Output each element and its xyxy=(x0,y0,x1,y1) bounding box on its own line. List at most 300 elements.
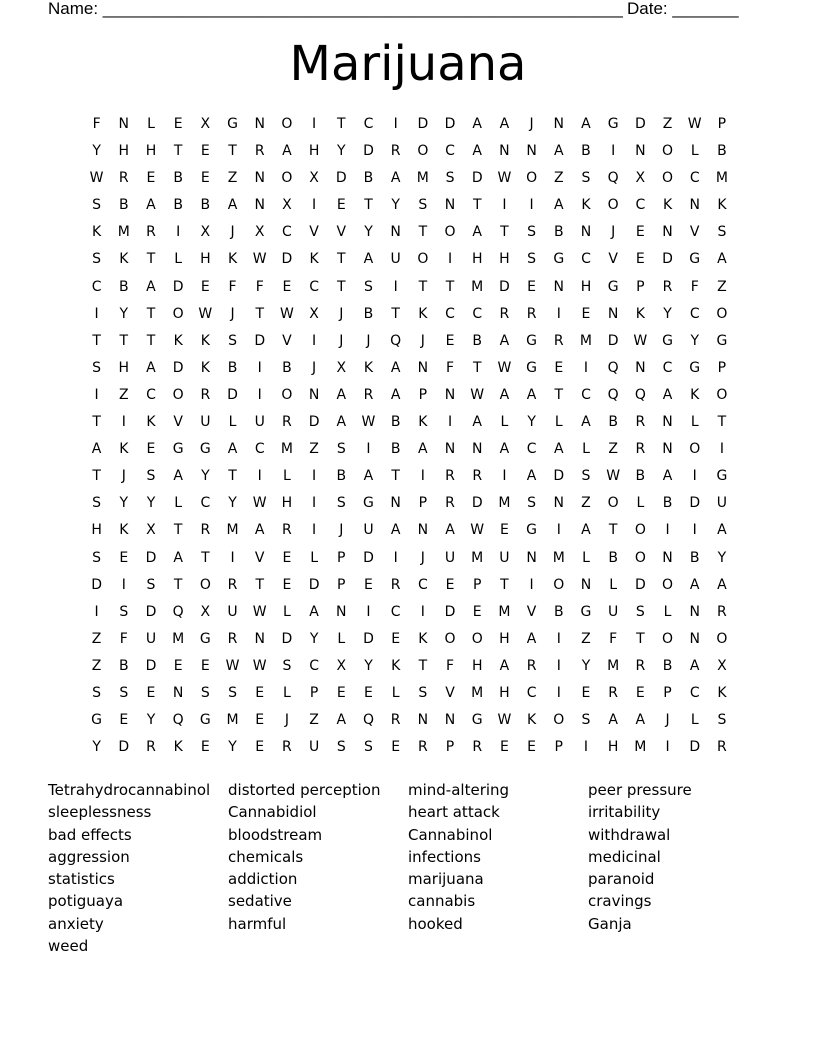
grid-letter: C xyxy=(91,278,102,295)
grid-letter: R xyxy=(635,657,646,674)
word-list-item: potiguaya xyxy=(48,892,124,911)
grid-letter: Z xyxy=(309,712,319,729)
grid-letter: A xyxy=(499,332,510,349)
grid-letter: A xyxy=(472,224,482,241)
grid-letter: M xyxy=(471,684,484,701)
grid-letter: N xyxy=(254,170,265,187)
grid-letter: B xyxy=(608,414,618,431)
grid-letter: O xyxy=(716,305,728,322)
grid-letter: D xyxy=(363,549,374,566)
grid-row xyxy=(83,385,736,412)
grid-letter: Y xyxy=(119,495,129,512)
grid-letter: O xyxy=(716,630,728,647)
grid-letter: K xyxy=(200,332,210,349)
grid-letter: P xyxy=(309,684,319,701)
grid-letter: L xyxy=(283,603,291,620)
grid-letter: M xyxy=(416,170,429,187)
grid-letter: T xyxy=(554,386,564,403)
grid-letter: R xyxy=(472,739,483,756)
grid-letter: S xyxy=(119,684,129,701)
grid-letter: W xyxy=(252,657,267,674)
word-list-item: hooked xyxy=(408,914,463,933)
grid-letter: V xyxy=(526,603,537,620)
grid-letter: H xyxy=(499,630,510,647)
grid-letter: E xyxy=(146,170,156,187)
grid-letter: K xyxy=(635,305,645,322)
grid-letter: K xyxy=(200,359,210,376)
grid-letter: G xyxy=(526,332,538,349)
grid-letter: I xyxy=(447,251,453,268)
grid-letter: A xyxy=(499,441,510,458)
grid-letter: S xyxy=(92,359,102,376)
grid-letter: C xyxy=(689,170,700,187)
grid-letter: A xyxy=(418,441,428,458)
grid-letter: E xyxy=(336,197,346,214)
word-list-item: sleeplessness xyxy=(48,803,152,822)
grid-letter: A xyxy=(146,278,156,295)
grid-letter: V xyxy=(254,549,265,566)
grid-letter: I xyxy=(94,305,99,322)
grid-letter: J xyxy=(366,332,371,349)
grid-letter: L xyxy=(391,684,400,701)
grid-letter: H xyxy=(607,739,619,756)
grid-letter: X xyxy=(336,657,347,674)
grid-letter: I xyxy=(312,468,317,485)
grid-letter: Q xyxy=(172,712,184,729)
grid-letter: U xyxy=(608,603,619,620)
grid-letter: I xyxy=(121,414,126,431)
grid-letter: Z xyxy=(227,170,238,187)
grid-letter: G xyxy=(607,116,619,132)
grid-letter: D xyxy=(227,386,238,403)
word-list-item: cravings xyxy=(588,892,652,911)
word-list-item: bad effects xyxy=(48,825,132,844)
grid-letter: K xyxy=(690,386,700,403)
grid-letter: W xyxy=(279,305,294,322)
grid-letter: Y xyxy=(364,657,373,674)
grid-letter: Y xyxy=(146,495,156,512)
grid-letter: X xyxy=(635,170,646,187)
grid-letter: S xyxy=(581,468,591,485)
grid-letter: I xyxy=(257,468,262,485)
grid-letter: E xyxy=(581,305,591,322)
grid-letter: E xyxy=(554,359,564,376)
grid-letter: X xyxy=(200,224,211,241)
grid-row xyxy=(83,222,736,249)
grid-letter: H xyxy=(281,495,293,512)
grid-letter: W xyxy=(687,116,702,132)
grid-letter: D xyxy=(145,603,157,620)
grid-letter: I xyxy=(529,197,534,214)
word-list-item: addiction xyxy=(228,870,298,889)
grid-letter: N xyxy=(662,224,673,241)
word-column xyxy=(48,779,228,957)
word-list-item: sedative xyxy=(228,892,292,911)
grid-letter: M xyxy=(634,739,647,756)
grid-letter: A xyxy=(173,468,183,485)
grid-letter: A xyxy=(553,197,564,214)
grid-letter: C xyxy=(581,386,591,403)
grid-letter: C xyxy=(390,603,401,620)
grid-letter: I xyxy=(257,386,262,403)
grid-letter: X xyxy=(309,170,319,187)
grid-row xyxy=(83,656,736,683)
grid-letter: I xyxy=(420,603,425,620)
grid-letter: G xyxy=(553,251,565,268)
word-list-item: peer pressure xyxy=(588,781,692,799)
grid-letter: B xyxy=(118,197,129,214)
grid-letter: C xyxy=(146,386,156,403)
grid-letter: R xyxy=(499,305,510,322)
grid-letter: P xyxy=(418,495,428,512)
grid-letter: A xyxy=(336,712,347,729)
grid-letter: P xyxy=(418,386,428,403)
grid-letter: M xyxy=(226,712,239,729)
grid-letter: M xyxy=(498,603,511,620)
grid-letter: U xyxy=(363,522,374,539)
grid-letter: T xyxy=(636,630,645,647)
grid-letter: A xyxy=(472,116,482,132)
grid-letter: D xyxy=(444,116,456,132)
grid-letter: I xyxy=(719,441,724,458)
grid-letter: D xyxy=(145,657,157,674)
grid-letter: K xyxy=(418,305,428,322)
grid-letter: K xyxy=(227,251,238,268)
grid-letter: Q xyxy=(607,359,619,376)
grid-letter: M xyxy=(471,278,484,295)
grid-letter: A xyxy=(445,522,455,539)
grid-letter: Y xyxy=(663,305,672,322)
grid-letter: D xyxy=(308,414,320,431)
grid-letter: W xyxy=(497,359,512,376)
grid-letter: T xyxy=(146,305,156,322)
grid-letter: F xyxy=(255,278,264,295)
grid-row xyxy=(83,737,736,764)
word-column xyxy=(228,779,408,957)
grid-letter: S xyxy=(282,657,292,674)
grid-letter: I xyxy=(366,441,371,458)
grid-letter: R xyxy=(227,576,238,593)
grid-letter: R xyxy=(526,657,537,674)
grid-row xyxy=(83,602,736,629)
grid-letter: T xyxy=(445,278,455,295)
grid-letter: S xyxy=(92,251,102,268)
grid-letter: O xyxy=(553,576,565,593)
grid-letter: I xyxy=(502,197,507,214)
grid-letter: O xyxy=(526,170,538,187)
grid-letter: Z xyxy=(309,441,319,458)
grid-letter: P xyxy=(717,359,727,376)
letter-grid xyxy=(83,114,736,764)
grid-letter: T xyxy=(337,251,346,268)
grid-letter: B xyxy=(553,224,564,241)
grid-row xyxy=(83,141,736,168)
grid-letter: Z xyxy=(662,116,673,132)
grid-letter: K xyxy=(119,441,129,458)
grid-letter: K xyxy=(581,197,591,214)
grid-letter: B xyxy=(608,549,618,566)
word-list-item: mind-altering xyxy=(408,781,510,799)
grid-letter: N xyxy=(254,630,265,647)
grid-letter: Y xyxy=(228,739,237,756)
grid-letter: Z xyxy=(608,441,618,458)
grid-letter: J xyxy=(420,332,425,349)
grid-letter: N xyxy=(308,386,320,403)
grid-letter: I xyxy=(611,143,616,160)
date-field[interactable]: Date: _______ xyxy=(627,0,739,18)
grid-letter: S xyxy=(527,224,537,241)
word-list-item: Ganja xyxy=(588,914,632,933)
grid-letter: G xyxy=(607,278,619,295)
grid-letter: I xyxy=(312,332,317,349)
grid-letter: M xyxy=(226,522,239,539)
grid-letter: I xyxy=(447,414,453,431)
grid-letter: O xyxy=(553,712,565,729)
grid-letter: D xyxy=(118,739,130,756)
grid-letter: D xyxy=(91,576,102,593)
word-list-item: chemicals xyxy=(228,847,304,866)
grid-letter: C xyxy=(689,305,700,322)
grid-letter: A xyxy=(581,414,591,431)
grid-letter: P xyxy=(554,739,563,756)
grid-letter: G xyxy=(689,359,701,376)
grid-letter: F xyxy=(446,657,455,674)
grid-letter: H xyxy=(580,278,592,295)
grid-letter: D xyxy=(689,739,701,756)
grid-letter: D xyxy=(471,495,483,512)
grid-letter: J xyxy=(339,522,344,539)
grid-letter: E xyxy=(635,251,645,268)
grid-letter: E xyxy=(445,576,455,593)
grid-letter: L xyxy=(663,603,672,620)
grid-letter: T xyxy=(391,305,400,322)
grid-letter: W xyxy=(606,468,621,485)
grid-letter: M xyxy=(715,170,728,187)
grid-letter: I xyxy=(420,468,425,485)
grid-letter: M xyxy=(471,549,484,566)
grid-letter: A xyxy=(282,143,292,160)
grid-letter: G xyxy=(199,441,211,458)
grid-letter: K xyxy=(309,251,319,268)
grid-letter: E xyxy=(391,630,401,647)
grid-letter: A xyxy=(227,441,238,458)
grid-letter: U xyxy=(499,549,510,566)
grid-letter: M xyxy=(552,549,565,566)
word-column xyxy=(588,779,768,957)
grid-letter: Y xyxy=(690,332,699,349)
grid-letter: Q xyxy=(390,332,402,349)
name-field[interactable]: Name: _______________________________________________________ xyxy=(48,0,623,18)
grid-letter: R xyxy=(282,414,292,431)
grid-letter: N xyxy=(444,712,456,729)
grid-letter: J xyxy=(420,549,425,566)
grid-letter: Z xyxy=(91,630,102,647)
grid-letter: U xyxy=(227,603,238,620)
grid-letter: T xyxy=(173,522,183,539)
grid-letter: Z xyxy=(553,170,564,187)
grid-letter: R xyxy=(553,332,564,349)
grid-letter: J xyxy=(230,224,235,241)
grid-row xyxy=(83,277,736,304)
grid-letter: Q xyxy=(634,386,646,403)
grid-letter: W xyxy=(225,657,240,674)
grid-letter: T xyxy=(472,197,482,214)
word-list-item: cannabis xyxy=(408,892,476,911)
grid-letter: E xyxy=(336,684,346,701)
grid-letter: Y xyxy=(146,712,156,729)
grid-letter: N xyxy=(526,549,537,566)
grid-letter: O xyxy=(689,441,701,458)
grid-letter: T xyxy=(364,197,373,214)
grid-letter: R xyxy=(717,603,727,620)
grid-letter: L xyxy=(228,414,237,431)
grid-letter: U xyxy=(200,414,211,431)
grid-letter: M xyxy=(280,441,293,458)
grid-letter: C xyxy=(635,197,646,214)
grid-letter: A xyxy=(363,468,374,485)
grid-letter: S xyxy=(364,278,373,295)
grid-letter: G xyxy=(716,332,728,349)
grid-letter: T xyxy=(391,468,400,485)
grid-letter: R xyxy=(200,386,211,403)
grid-letter: E xyxy=(282,576,292,593)
grid-letter: S xyxy=(146,576,156,593)
grid-letter: D xyxy=(281,630,293,647)
grid-letter: A xyxy=(689,657,700,674)
grid-letter: Q xyxy=(172,603,184,620)
grid-letter: C xyxy=(526,441,537,458)
grid-letter: R xyxy=(118,170,129,187)
word-list-item: anxiety xyxy=(48,914,104,933)
grid-letter: E xyxy=(255,712,265,729)
grid-letter: J xyxy=(665,712,670,729)
grid-letter: K xyxy=(173,739,183,756)
grid-letter: I xyxy=(583,739,589,756)
grid-letter: N xyxy=(580,224,592,241)
grid-letter: O xyxy=(417,251,429,268)
grid-letter: E xyxy=(445,332,455,349)
grid-letter: E xyxy=(255,739,265,756)
grid-letter: Y xyxy=(364,224,373,241)
grid-letter: O xyxy=(607,197,619,214)
grid-letter: K xyxy=(418,630,428,647)
grid-letter: G xyxy=(689,251,701,268)
grid-letter: I xyxy=(393,116,398,132)
grid-letter: C xyxy=(472,305,483,322)
grid-letter: O xyxy=(281,386,293,403)
grid-letter: R xyxy=(146,224,156,241)
grid-letter: C xyxy=(282,224,292,241)
grid-letter: I xyxy=(665,739,670,756)
grid-letter: N xyxy=(580,576,592,593)
grid-letter: N xyxy=(662,549,673,566)
grid-letter: G xyxy=(716,468,728,485)
grid-letter: I xyxy=(692,468,697,485)
grid-letter: W xyxy=(633,332,648,349)
grid-letter: V xyxy=(309,224,319,241)
grid-letter: O xyxy=(716,386,728,403)
word-list-item: aggression xyxy=(48,847,130,866)
grid-letter: U xyxy=(308,739,320,756)
grid-letter: L xyxy=(310,549,318,566)
grid-letter: I xyxy=(665,522,670,539)
grid-letter: K xyxy=(119,251,129,268)
grid-letter: Y xyxy=(228,495,237,512)
grid-letter: W xyxy=(361,414,376,431)
grid-letter: J xyxy=(284,712,289,729)
grid-letter: T xyxy=(92,332,101,349)
grid-row xyxy=(83,304,736,331)
grid-letter: E xyxy=(472,603,482,620)
grid-letter: N xyxy=(417,522,429,539)
grid-letter: T xyxy=(92,468,101,485)
grid-letter: T xyxy=(173,576,183,593)
grid-letter: K xyxy=(717,197,727,214)
grid-letter: W xyxy=(470,522,485,539)
grid-letter: T xyxy=(228,468,237,485)
grid-letter: B xyxy=(173,170,183,187)
grid-row xyxy=(83,493,736,520)
grid-letter: K xyxy=(717,684,727,701)
grid-letter: L xyxy=(636,495,645,512)
grid-letter: L xyxy=(690,414,699,431)
grid-letter: I xyxy=(312,522,317,539)
grid-letter: K xyxy=(391,657,401,674)
grid-letter: E xyxy=(119,712,129,729)
grid-letter: L xyxy=(554,414,563,431)
grid-letter: B xyxy=(173,197,183,214)
grid-letter: S xyxy=(200,684,210,701)
grid-letter: H xyxy=(471,251,483,268)
grid-letter: H xyxy=(499,684,510,701)
grid-letter: I xyxy=(556,522,561,539)
grid-letter: E xyxy=(146,684,156,701)
grid-letter: P xyxy=(472,576,482,593)
grid-letter: E xyxy=(527,278,537,295)
grid-letter: T xyxy=(472,359,482,376)
grid-letter: E xyxy=(635,684,645,701)
grid-letter: X xyxy=(254,224,265,241)
grid-letter: D xyxy=(471,170,483,187)
grid-letter: N xyxy=(689,630,700,647)
grid-letter: L xyxy=(337,630,346,647)
grid-row xyxy=(83,195,736,222)
grid-letter: W xyxy=(198,305,213,322)
grid-letter: V xyxy=(689,224,700,241)
grid-letter: P xyxy=(337,576,346,593)
header xyxy=(48,0,748,20)
grid-letter: Q xyxy=(362,712,374,729)
grid-letter: F xyxy=(92,116,101,132)
grid-letter: N xyxy=(662,414,673,431)
grid-letter: W xyxy=(252,251,267,268)
grid-letter: I xyxy=(393,549,398,566)
grid-letter: T xyxy=(418,224,428,241)
word-list-item: medicinal xyxy=(588,847,661,866)
grid-letter: A xyxy=(581,522,591,539)
grid-letter: C xyxy=(200,495,211,512)
grid-letter: C xyxy=(254,441,265,458)
grid-letter: E xyxy=(200,170,210,187)
grid-letter: C xyxy=(581,251,591,268)
grid-letter: S xyxy=(717,712,727,729)
grid-letter: D xyxy=(662,251,673,268)
grid-letter: A xyxy=(309,603,319,620)
grid-letter: S xyxy=(336,495,346,512)
grid-letter: N xyxy=(172,684,184,701)
grid-letter: B xyxy=(118,278,129,295)
grid-letter: F xyxy=(119,630,128,647)
